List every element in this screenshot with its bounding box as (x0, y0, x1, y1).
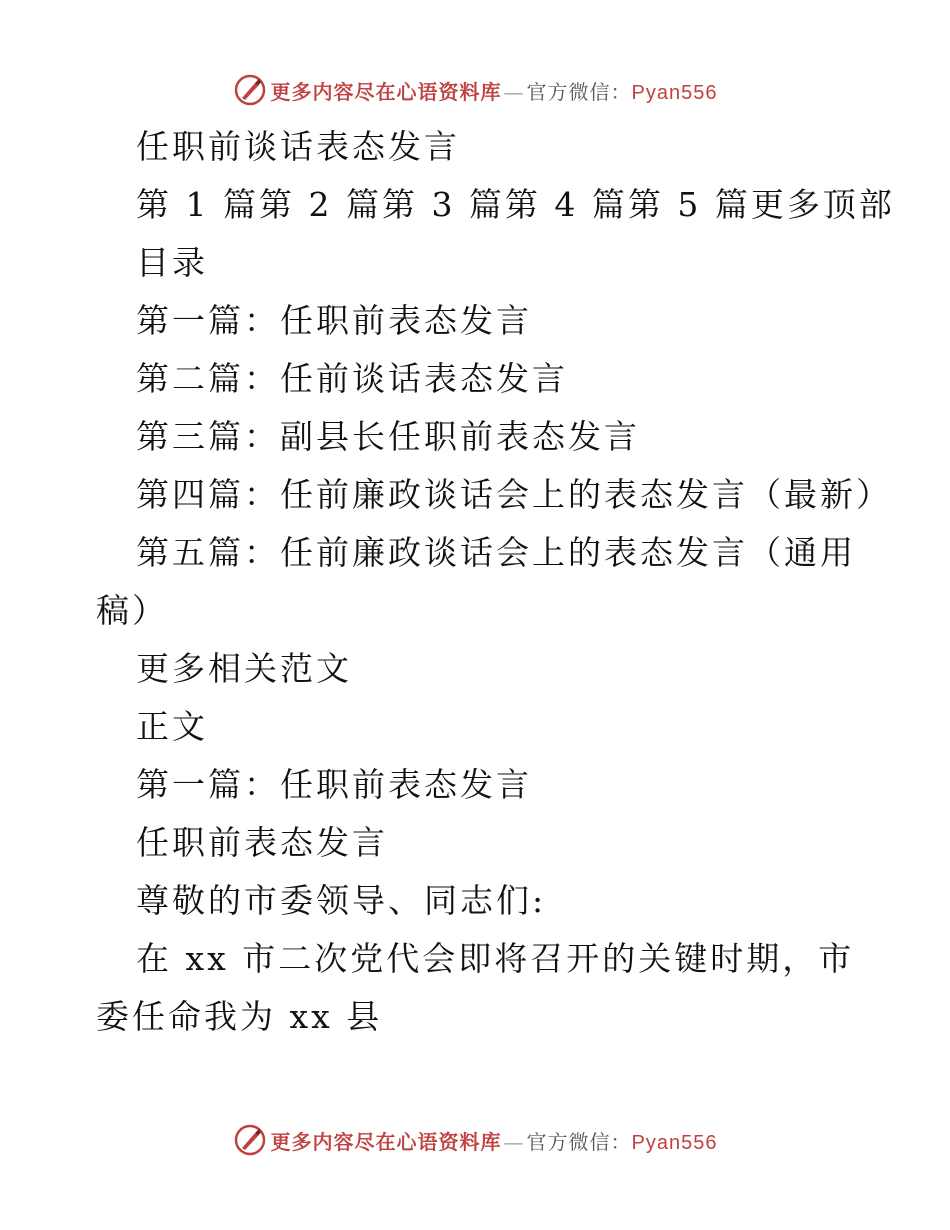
article-heading: 第一篇：任职前表态发言 (136, 765, 532, 804)
toc-item-1[interactable]: 第一篇：任职前表态发言 (136, 301, 532, 340)
toc-item-3[interactable]: 第三篇：副县长任职前表态发言 (136, 417, 640, 456)
banner-main-text: 更多内容尽在心语资料库 (270, 1129, 502, 1154)
doc-nav-links[interactable]: 第 1 篇第 2 篇第 3 篇第 4 篇第 5 篇更多顶部 (136, 185, 895, 224)
more-related-link[interactable]: 更多相关范文 (136, 649, 352, 688)
doc-title: 任职前谈话表态发言 (136, 127, 460, 166)
toc-item-4[interactable]: 第四篇：任前廉政谈话会上的表态发言（最新） (136, 475, 892, 514)
document-body (96, 118, 895, 1046)
banner-main-text: 更多内容尽在心语资料库 (270, 79, 502, 104)
toc-heading: 目录 (136, 243, 208, 282)
banner-wechat-label: 官方微信： (526, 79, 632, 104)
banner-wechat-id: Pyan556 (631, 81, 718, 104)
toc-item-2[interactable]: 第二篇：任前谈话表态发言 (136, 359, 568, 398)
banner-wechat-id: Pyan556 (631, 1131, 718, 1154)
toc-item-5[interactable]: 第五篇：任前廉政谈话会上的表态发言（通用稿） (96, 533, 856, 630)
banner-wechat-label: 官方微信： (526, 1129, 632, 1154)
pen-logo-icon (233, 1123, 267, 1157)
article-title: 任职前表态发言 (136, 823, 388, 862)
body-heading: 正文 (136, 707, 208, 746)
banner-separator: — (503, 79, 525, 104)
salutation: 尊敬的市委领导、同志们: (136, 881, 547, 920)
banner-separator: — (503, 1129, 525, 1154)
banner-text (271, 1126, 718, 1155)
header-banner (0, 70, 950, 110)
banner-text (271, 76, 718, 105)
pen-logo-icon (233, 73, 267, 107)
body-paragraph: 在 xx 市二次党代会即将召开的关键时期，市委任命我为 xx 县 (96, 939, 855, 1036)
footer-banner (0, 1120, 950, 1160)
